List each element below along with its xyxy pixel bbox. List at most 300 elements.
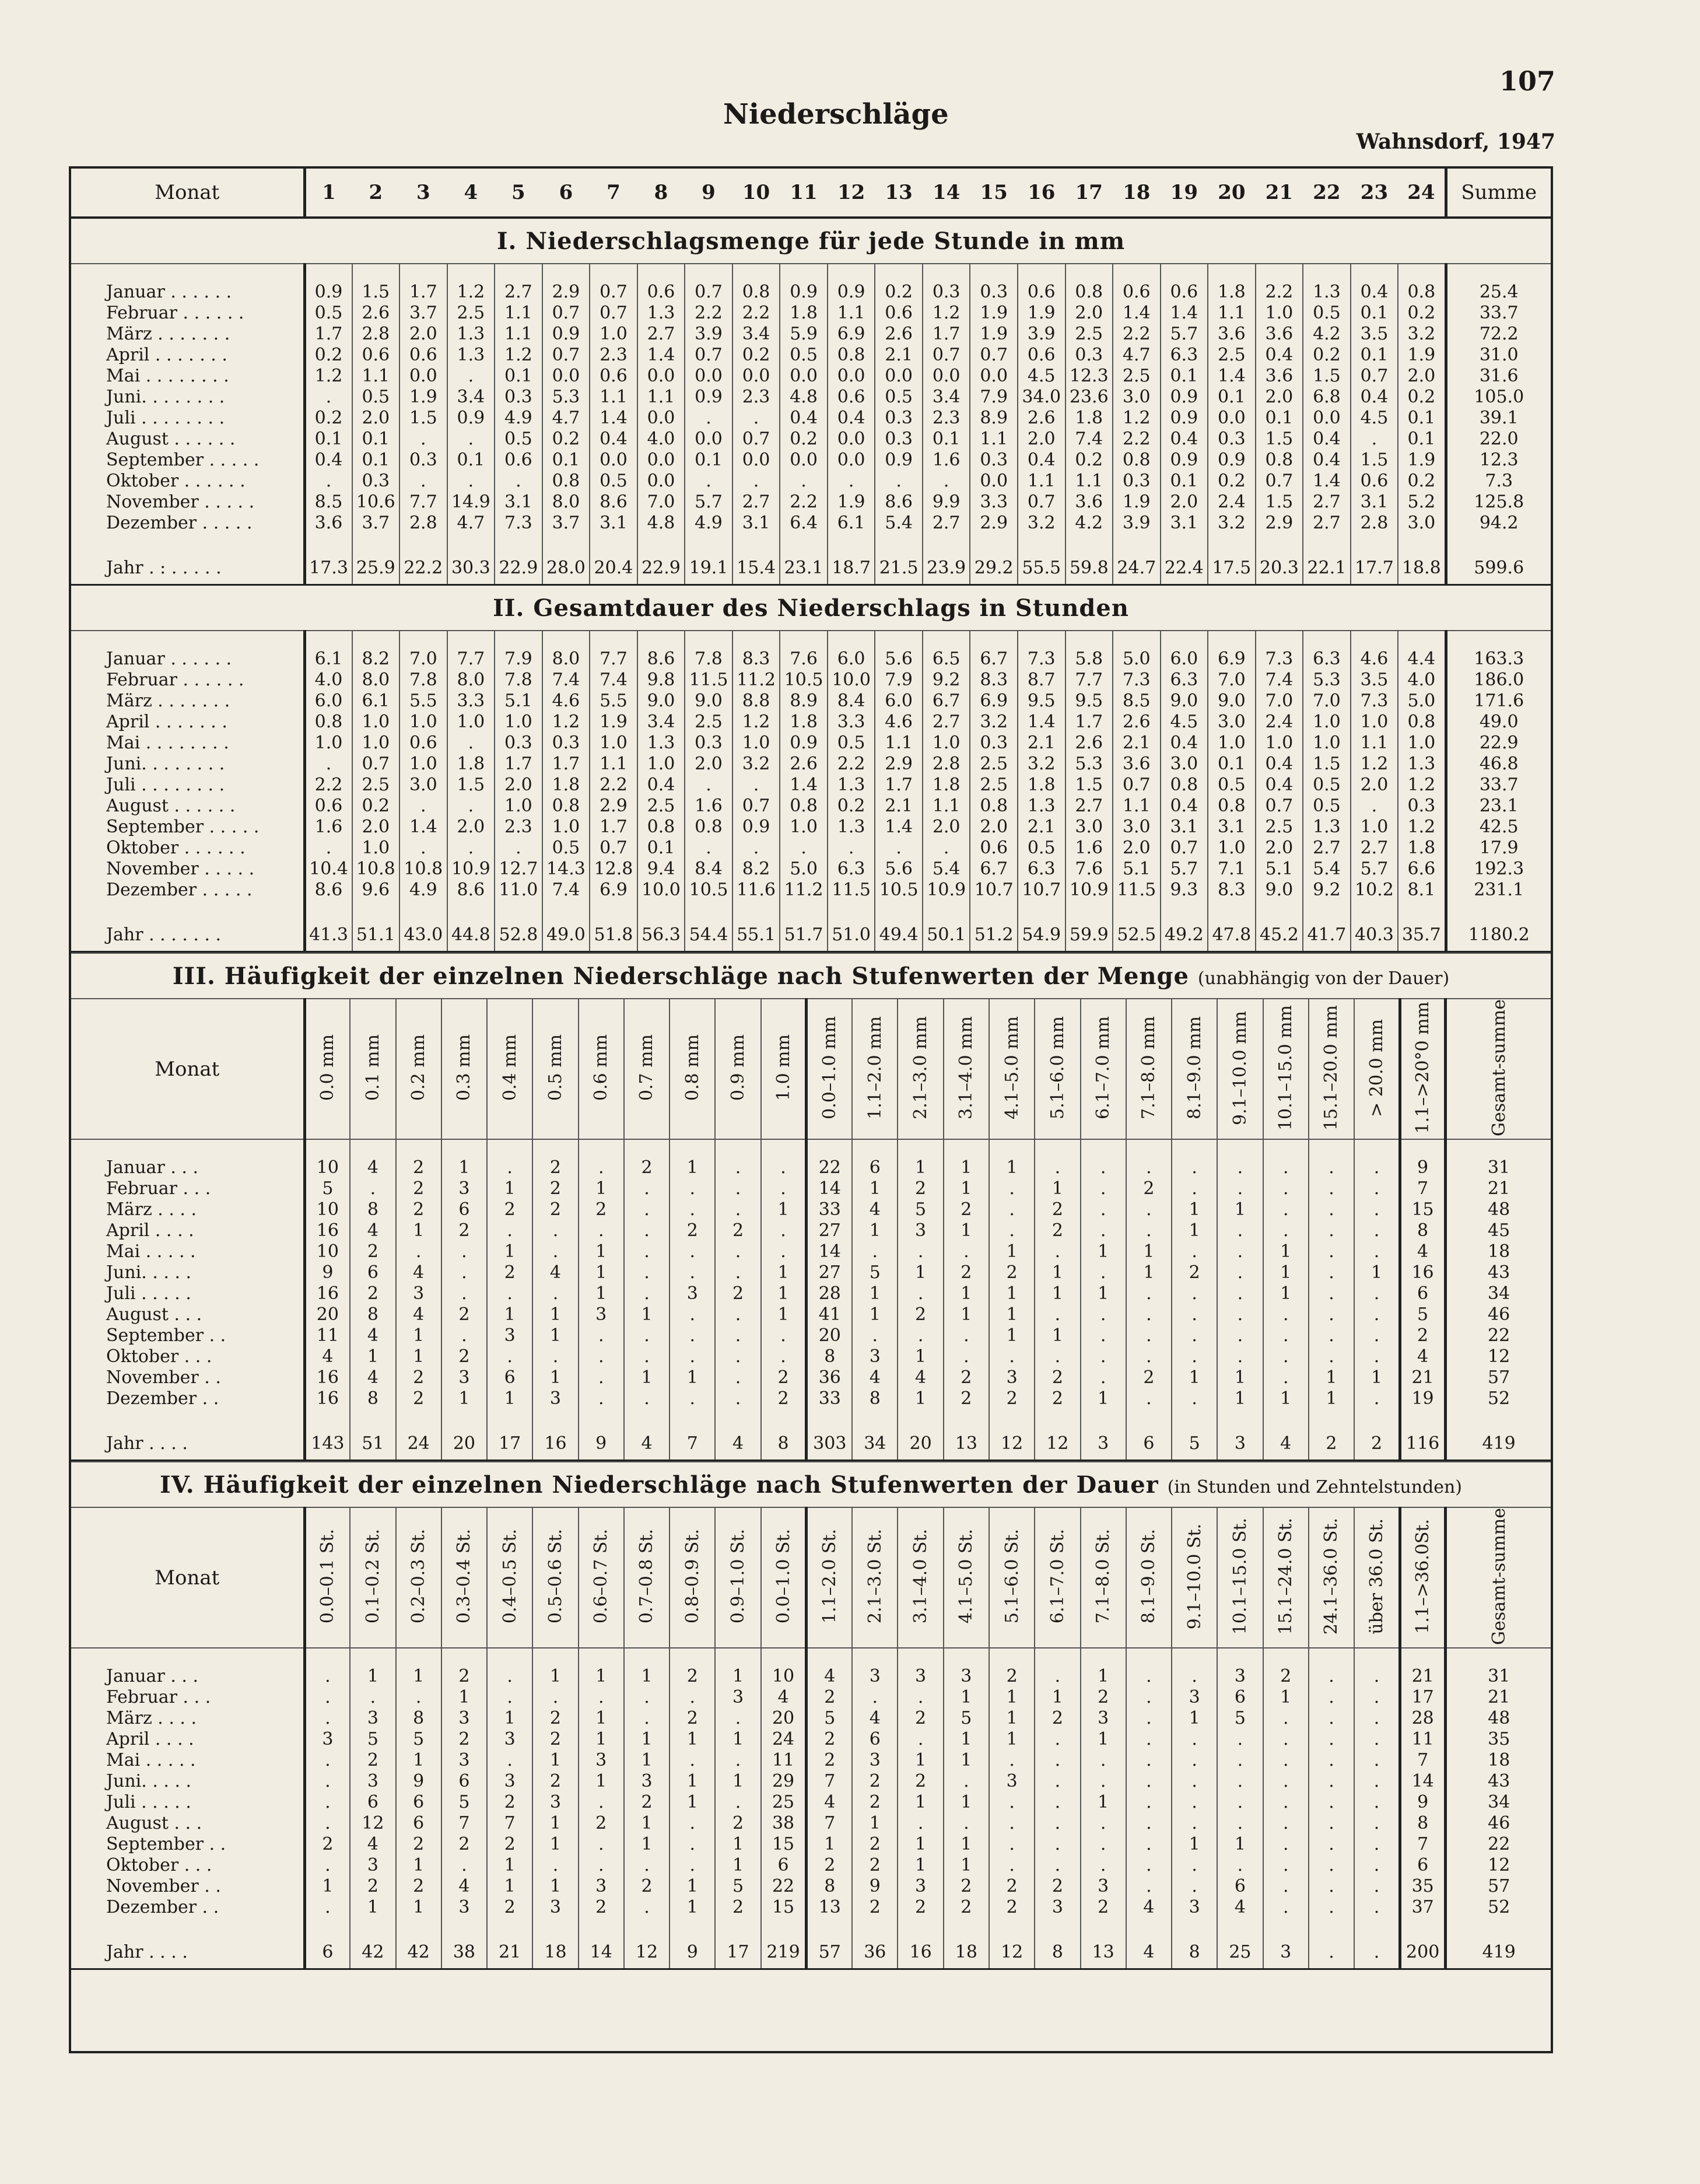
- table-cell: 1: [761, 1199, 807, 1220]
- table-cell: 5.6: [875, 859, 923, 880]
- table-cell: 2.1: [1018, 817, 1065, 838]
- table-cell: 0.3: [542, 733, 590, 754]
- table-cell: 3.1: [1161, 817, 1208, 838]
- table-cell: 2: [1035, 1199, 1080, 1220]
- table-cell: 0.6: [1113, 282, 1161, 303]
- table-cell: .: [1035, 1792, 1080, 1813]
- table-cell: 2: [898, 1178, 943, 1199]
- table-cell: 4: [304, 1346, 350, 1367]
- table-cell: 1: [715, 1855, 760, 1876]
- table-cell: 20: [304, 1304, 350, 1325]
- table-cell: 5.3: [1303, 670, 1351, 691]
- table-cell: 1: [487, 1388, 532, 1409]
- table-cell: 0.7: [685, 282, 732, 303]
- table-cell: 8.9: [780, 691, 828, 712]
- table-cell: 7.6: [780, 649, 828, 670]
- table-cell: 1: [1172, 1199, 1217, 1220]
- table-cell: 3: [579, 1304, 624, 1325]
- table-cell: 5: [1217, 1708, 1263, 1729]
- table-cell: 1: [350, 1346, 395, 1367]
- table-cell: 9.2: [923, 670, 970, 691]
- row-sum: 33.7: [1446, 775, 1551, 796]
- hour-header: 11: [780, 169, 828, 218]
- table-cell: 2.7: [1303, 513, 1351, 534]
- table-cell: 1.5: [1303, 366, 1351, 387]
- table-cell: 12: [989, 1936, 1035, 1969]
- year-total-row: [71, 918, 1551, 952]
- table-cell: 5: [1172, 1427, 1217, 1461]
- row-sum: 22: [1446, 1325, 1551, 1346]
- table-cell: 1: [989, 1708, 1035, 1729]
- table-row: [71, 712, 1551, 733]
- row-sum: 57: [1446, 1876, 1551, 1897]
- table-cell: .: [715, 1325, 760, 1346]
- table-cell: 1.3: [447, 324, 495, 345]
- table-cell: 1.2: [923, 303, 970, 324]
- table-cell: .: [670, 1325, 715, 1346]
- table-cell: 1.3: [1303, 817, 1351, 838]
- table-cell: 0.3: [970, 733, 1018, 754]
- table-cell: 0.4: [1256, 775, 1303, 796]
- class-header-cell: [1309, 999, 1354, 1139]
- section-2-title: II. Gesamtdauer des Niederschlags in Stunden: [71, 585, 1551, 631]
- table-cell: 1.3: [447, 345, 495, 366]
- class-header: 0.8–0.9 St.: [682, 1529, 703, 1624]
- table-cell: .: [1126, 1876, 1172, 1897]
- table-cell: 8.0: [352, 670, 400, 691]
- table-row: [71, 1178, 1551, 1199]
- table-cell: 0.4: [1303, 450, 1351, 471]
- table-cell: 6.3: [828, 859, 875, 880]
- table-cell: 0.6: [828, 387, 875, 408]
- table-cell: 5.2: [1398, 492, 1446, 513]
- hour-header: 3: [399, 169, 447, 218]
- table-cell: 8.3: [970, 670, 1018, 691]
- table-cell: 1: [1263, 1262, 1309, 1283]
- table-cell: 1.0: [399, 754, 447, 775]
- table-cell: 0.7: [542, 303, 590, 324]
- table-cell: 1: [944, 1283, 989, 1304]
- table-cell: 219: [761, 1936, 807, 1969]
- month-label: August . . . . . .: [106, 796, 236, 816]
- table-cell: 0.0: [828, 450, 875, 471]
- table-cell: 8.3: [732, 649, 780, 670]
- table-cell: 2: [944, 1199, 989, 1220]
- table-cell: .: [989, 1178, 1035, 1199]
- hour-header: 13: [875, 169, 923, 218]
- table-cell: .: [1263, 1750, 1309, 1771]
- table-cell: 6: [1400, 1283, 1445, 1304]
- table-row: [71, 1220, 1551, 1241]
- table-cell: .: [579, 1687, 624, 1708]
- table-cell: 2.5: [685, 712, 732, 733]
- table-cell: .: [761, 1220, 807, 1241]
- table-cell: 2: [579, 1897, 624, 1918]
- month-label: August . . .: [106, 1813, 202, 1834]
- table-cell: .: [1217, 1813, 1263, 1834]
- table-cell: 2: [1126, 1367, 1172, 1388]
- class-header: 4.1–5.0 mm: [1001, 1016, 1022, 1119]
- table-cell: 6: [441, 1199, 487, 1220]
- table-cell: 55.5: [1018, 551, 1065, 585]
- table-cell: 5: [715, 1876, 760, 1897]
- table-cell: 4.2: [1065, 513, 1113, 534]
- class-header: 2.1–3.0 St.: [864, 1529, 885, 1624]
- table-cell: 0.0: [542, 366, 590, 387]
- table-cell: .: [579, 1855, 624, 1876]
- hour-header-row: [71, 169, 1551, 218]
- table-cell: 4.8: [780, 387, 828, 408]
- month-label: Mai . . . . . . . .: [106, 733, 229, 753]
- table-cell: 8: [1400, 1220, 1445, 1241]
- table-cell: 2.0: [1256, 387, 1303, 408]
- table-cell: .: [1172, 1346, 1217, 1367]
- class-header: 0.2–0.3 St.: [408, 1529, 429, 1624]
- section-3-title-row: [71, 953, 1551, 999]
- table-cell: 0.0: [1303, 408, 1351, 429]
- class-header: 0.3–0.4 St.: [454, 1529, 475, 1624]
- table-cell: .: [447, 838, 495, 859]
- table-cell: 2.8: [1351, 513, 1398, 534]
- table-cell: 23.6: [1065, 387, 1113, 408]
- table-cell: 8.0: [542, 649, 590, 670]
- table-cell: 1.6: [685, 796, 732, 817]
- row-sum: 17.9: [1446, 838, 1551, 859]
- table-cell: 7.4: [1065, 429, 1113, 450]
- table-cell: 2.0: [1351, 775, 1398, 796]
- table-cell: 1: [532, 1367, 578, 1388]
- table-cell: 0.6: [352, 345, 400, 366]
- table-cell: 1: [852, 1813, 898, 1834]
- table-cell: .: [1263, 1220, 1309, 1241]
- table-row: [71, 345, 1551, 366]
- table-row: [71, 1157, 1551, 1178]
- table-cell: 5.4: [1303, 859, 1351, 880]
- table-cell: .: [304, 1897, 350, 1918]
- table-cell: 3: [898, 1876, 943, 1897]
- table-row: [71, 1897, 1551, 1918]
- table-cell: 1: [1081, 1729, 1126, 1750]
- table-cell: 22.4: [1161, 551, 1208, 585]
- table-cell: .: [1126, 1325, 1172, 1346]
- table-cell: 29: [761, 1771, 807, 1792]
- table-cell: 1: [670, 1157, 715, 1178]
- table-cell: 0.5: [542, 838, 590, 859]
- table-cell: 9.0: [637, 691, 685, 712]
- table-cell: 2.2: [590, 775, 637, 796]
- table-cell: 5.9: [780, 324, 828, 345]
- table-cell: 4.0: [1398, 670, 1446, 691]
- table-cell: 0.0: [780, 366, 828, 387]
- table-cell: 1: [1081, 1241, 1126, 1262]
- table-cell: 3: [304, 1729, 350, 1750]
- table-cell: 2: [715, 1897, 760, 1918]
- class-header-cell: [761, 1507, 807, 1648]
- table-cell: 1: [579, 1729, 624, 1750]
- table-cell: 3: [989, 1367, 1035, 1388]
- table-cell: 33: [807, 1388, 852, 1409]
- table-cell: 1: [579, 1771, 624, 1792]
- row-sum: 599.6: [1446, 551, 1551, 585]
- table-cell: .: [441, 1325, 487, 1346]
- table-cell: 2: [807, 1729, 852, 1750]
- table-cell: 6.3: [1161, 670, 1208, 691]
- table-cell: .: [898, 1687, 943, 1708]
- table-cell: .: [1263, 1199, 1309, 1220]
- class-header: 0.8 mm: [682, 1034, 703, 1101]
- table-cell: 2: [350, 1283, 395, 1304]
- table-cell: 2: [1081, 1687, 1126, 1708]
- table-cell: 4.7: [447, 513, 495, 534]
- table-cell: 6.1: [828, 513, 875, 534]
- table-cell: 5.6: [875, 649, 923, 670]
- table-cell: 1: [989, 1241, 1035, 1262]
- table-cell: .: [1172, 1876, 1217, 1897]
- table-cell: 10.4: [304, 859, 352, 880]
- spacer-row: [71, 901, 1551, 918]
- table-cell: .: [579, 1220, 624, 1241]
- table-cell: .: [1309, 1304, 1354, 1325]
- table-cell: 6: [396, 1792, 441, 1813]
- table-cell: 1: [898, 1346, 943, 1367]
- table-cell: 0.8: [542, 796, 590, 817]
- table-cell: .: [944, 1771, 989, 1792]
- section-3-body: [71, 1139, 1551, 1461]
- hour-header: 12: [828, 169, 875, 218]
- row-sum: 12: [1446, 1346, 1551, 1367]
- table-cell: 11.0: [495, 880, 542, 901]
- table-cell: .: [1035, 1771, 1080, 1792]
- hour-header: 23: [1351, 169, 1398, 218]
- table-cell: 44.8: [447, 918, 495, 952]
- table-cell: .: [1172, 1388, 1217, 1409]
- table-cell: 0.2: [352, 796, 400, 817]
- table-cell: 6: [1217, 1687, 1263, 1708]
- table-cell: 8.1: [1398, 880, 1446, 901]
- table-cell: 12: [624, 1936, 670, 1969]
- table-cell: .: [670, 1687, 715, 1708]
- table-cell: 7.9: [970, 387, 1018, 408]
- month-label: März . . . .: [106, 1708, 197, 1729]
- table-cell: 3.2: [1018, 513, 1065, 534]
- table-cell: 2.5: [637, 796, 685, 817]
- table-cell: 0.3: [970, 282, 1018, 303]
- row-sum: 25.4: [1446, 282, 1551, 303]
- table-cell: 2: [1126, 1178, 1172, 1199]
- table-cell: 4: [1126, 1897, 1172, 1918]
- table-cell: 3.0: [1113, 817, 1161, 838]
- table-cell: 4.9: [685, 513, 732, 534]
- table-cell: 10.8: [399, 859, 447, 880]
- table-cell: 1.1: [1208, 303, 1256, 324]
- table-cell: 2: [579, 1813, 624, 1834]
- table-cell: 1.0: [352, 838, 400, 859]
- table-cell: .: [579, 1367, 624, 1388]
- class-header-cell: [715, 1507, 760, 1648]
- table-cell: 14: [1400, 1771, 1446, 1792]
- table-cell: 56.3: [637, 918, 685, 952]
- table-cell: 8.4: [828, 691, 875, 712]
- table-cell: 1.3: [828, 775, 875, 796]
- table-cell: .: [1263, 1897, 1309, 1918]
- table-cell: .: [1217, 1729, 1263, 1750]
- table-cell: 6.4: [780, 513, 828, 534]
- table-cell: 2.6: [1065, 733, 1113, 754]
- table-cell: 1: [1126, 1262, 1172, 1283]
- table-cell: 1.0: [780, 817, 828, 838]
- table-cell: 1: [989, 1304, 1035, 1325]
- class-header: 4.1–5.0 St.: [956, 1529, 977, 1624]
- table-cell: 1.1: [970, 429, 1018, 450]
- table-cell: 1: [898, 1388, 943, 1409]
- table-cell: 1: [1081, 1792, 1126, 1813]
- table-cell: 2.5: [970, 754, 1018, 775]
- table-cell: 2.2: [828, 754, 875, 775]
- table-cell: 1: [1217, 1388, 1263, 1409]
- month-label: Januar . . . . . .: [106, 282, 232, 302]
- table-cell: 3: [441, 1708, 487, 1729]
- table-cell: 20: [761, 1708, 807, 1729]
- table-cell: .: [350, 1178, 395, 1199]
- class-header-cell: [1354, 999, 1400, 1139]
- table-cell: 2.5: [352, 775, 400, 796]
- class-header-cell: [396, 1507, 441, 1648]
- table-cell: 1.4: [637, 345, 685, 366]
- table-row: [71, 1241, 1551, 1262]
- hour-header: 24: [1398, 169, 1446, 218]
- table-cell: 0.8: [1398, 712, 1446, 733]
- table-cell: 0.7: [685, 345, 732, 366]
- table-cell: 1.8: [447, 754, 495, 775]
- table-cell: 2: [670, 1220, 715, 1241]
- table-cell: .: [304, 1687, 350, 1708]
- table-cell: 2.0: [495, 775, 542, 796]
- table-cell: 6: [350, 1262, 395, 1283]
- row-sum: 18: [1446, 1241, 1551, 1262]
- table-cell: 2: [715, 1220, 760, 1241]
- table-cell: 1.1: [352, 366, 400, 387]
- month-label: Jahr . . . .: [106, 1433, 188, 1454]
- table-cell: .: [1081, 1813, 1126, 1834]
- table-cell: 1: [670, 1771, 715, 1792]
- spacer-row: [71, 534, 1551, 551]
- table-cell: .: [624, 1897, 670, 1918]
- table-cell: 1.8: [923, 775, 970, 796]
- table-cell: 2.0: [970, 817, 1018, 838]
- table-cell: 1.4: [590, 408, 637, 429]
- table-cell: .: [1354, 1876, 1400, 1897]
- table-cell: 2.7: [1303, 838, 1351, 859]
- table-cell: 9: [304, 1262, 350, 1283]
- table-cell: .: [989, 1220, 1035, 1241]
- class-header-cell: [1172, 1507, 1217, 1648]
- table-cell: .: [989, 1834, 1035, 1855]
- table-cell: 0.9: [780, 282, 828, 303]
- class-header: 0.5–0.6 St.: [545, 1529, 566, 1624]
- table-row: [71, 775, 1551, 796]
- table-cell: 7: [807, 1771, 852, 1792]
- table-cell: 17: [1400, 1687, 1446, 1708]
- table-cell: 0.9: [685, 387, 732, 408]
- table-cell: 0.1: [1398, 408, 1446, 429]
- month-label: November . . . . .: [106, 859, 255, 879]
- table-cell: 1.0: [495, 796, 542, 817]
- table-cell: 143: [304, 1427, 350, 1461]
- table-cell: 1: [852, 1220, 898, 1241]
- table-cell: 1: [670, 1792, 715, 1813]
- table-cell: .: [579, 1388, 624, 1409]
- row-sum: 1180.2: [1446, 918, 1551, 952]
- table-cell: 0.2: [828, 796, 875, 817]
- summe-header: Summe: [1446, 169, 1551, 218]
- table-cell: .: [495, 471, 542, 492]
- table-cell: 10.6: [352, 492, 400, 513]
- table-cell: 4.5: [1018, 366, 1065, 387]
- table-cell: 1.9: [828, 492, 875, 513]
- table-cell: 0.0: [828, 429, 875, 450]
- table-cell: 1: [898, 1855, 943, 1876]
- table-cell: 0.0: [828, 366, 875, 387]
- table-cell: 3.6: [1256, 324, 1303, 345]
- table-cell: 2: [396, 1178, 441, 1199]
- table-cell: 8.6: [637, 649, 685, 670]
- table-cell: 52.8: [495, 918, 542, 952]
- table-cell: 8: [396, 1708, 441, 1729]
- table-cell: 1: [579, 1178, 624, 1199]
- table-cell: 2: [532, 1199, 578, 1220]
- table-cell: 1: [579, 1708, 624, 1729]
- table-cell: .: [1309, 1729, 1354, 1750]
- table-cell: 0.5: [1303, 775, 1351, 796]
- table-cell: 27: [807, 1262, 852, 1283]
- table-cell: 9.8: [637, 670, 685, 691]
- table-cell: 0.1: [923, 429, 970, 450]
- year-total-row: [71, 551, 1551, 585]
- table-cell: 2.0: [1256, 838, 1303, 859]
- row-sum: 52: [1446, 1388, 1551, 1409]
- table-cell: 2: [1081, 1897, 1126, 1918]
- table-cell: 6: [852, 1729, 898, 1750]
- table-row: [71, 1199, 1551, 1220]
- table-cell: 1.8: [780, 712, 828, 733]
- table-cell: 2: [532, 1729, 578, 1750]
- table-cell: 1.2: [495, 345, 542, 366]
- table-cell: 0.7: [1018, 492, 1065, 513]
- table-cell: 1.9: [1018, 303, 1065, 324]
- table-cell: 17: [715, 1936, 760, 1969]
- table-cell: 2.2: [304, 775, 352, 796]
- table-cell: 49.0: [542, 918, 590, 952]
- table-cell: 20.4: [590, 551, 637, 585]
- table-row: [71, 1367, 1551, 1388]
- table-cell: .: [399, 471, 447, 492]
- month-label: Jahr . . . . . . .: [106, 924, 222, 945]
- table-cell: 6.9: [1208, 649, 1256, 670]
- table-cell: 4: [441, 1876, 487, 1897]
- class-header: 1.1–>36.0St.: [1412, 1519, 1433, 1634]
- table-cell: 0.9: [1161, 387, 1208, 408]
- table-cell: 0.6: [970, 838, 1018, 859]
- table-cell: .: [923, 471, 970, 492]
- class-header-cell: [304, 999, 350, 1139]
- table-cell: 6.9: [590, 880, 637, 901]
- table-cell: .: [487, 1220, 532, 1241]
- table-cell: 0.3: [1208, 429, 1256, 450]
- table-cell: 18: [532, 1936, 578, 1969]
- table-cell: 59.9: [1065, 918, 1113, 952]
- table-cell: 5.7: [1351, 859, 1398, 880]
- table-cell: 7.8: [495, 670, 542, 691]
